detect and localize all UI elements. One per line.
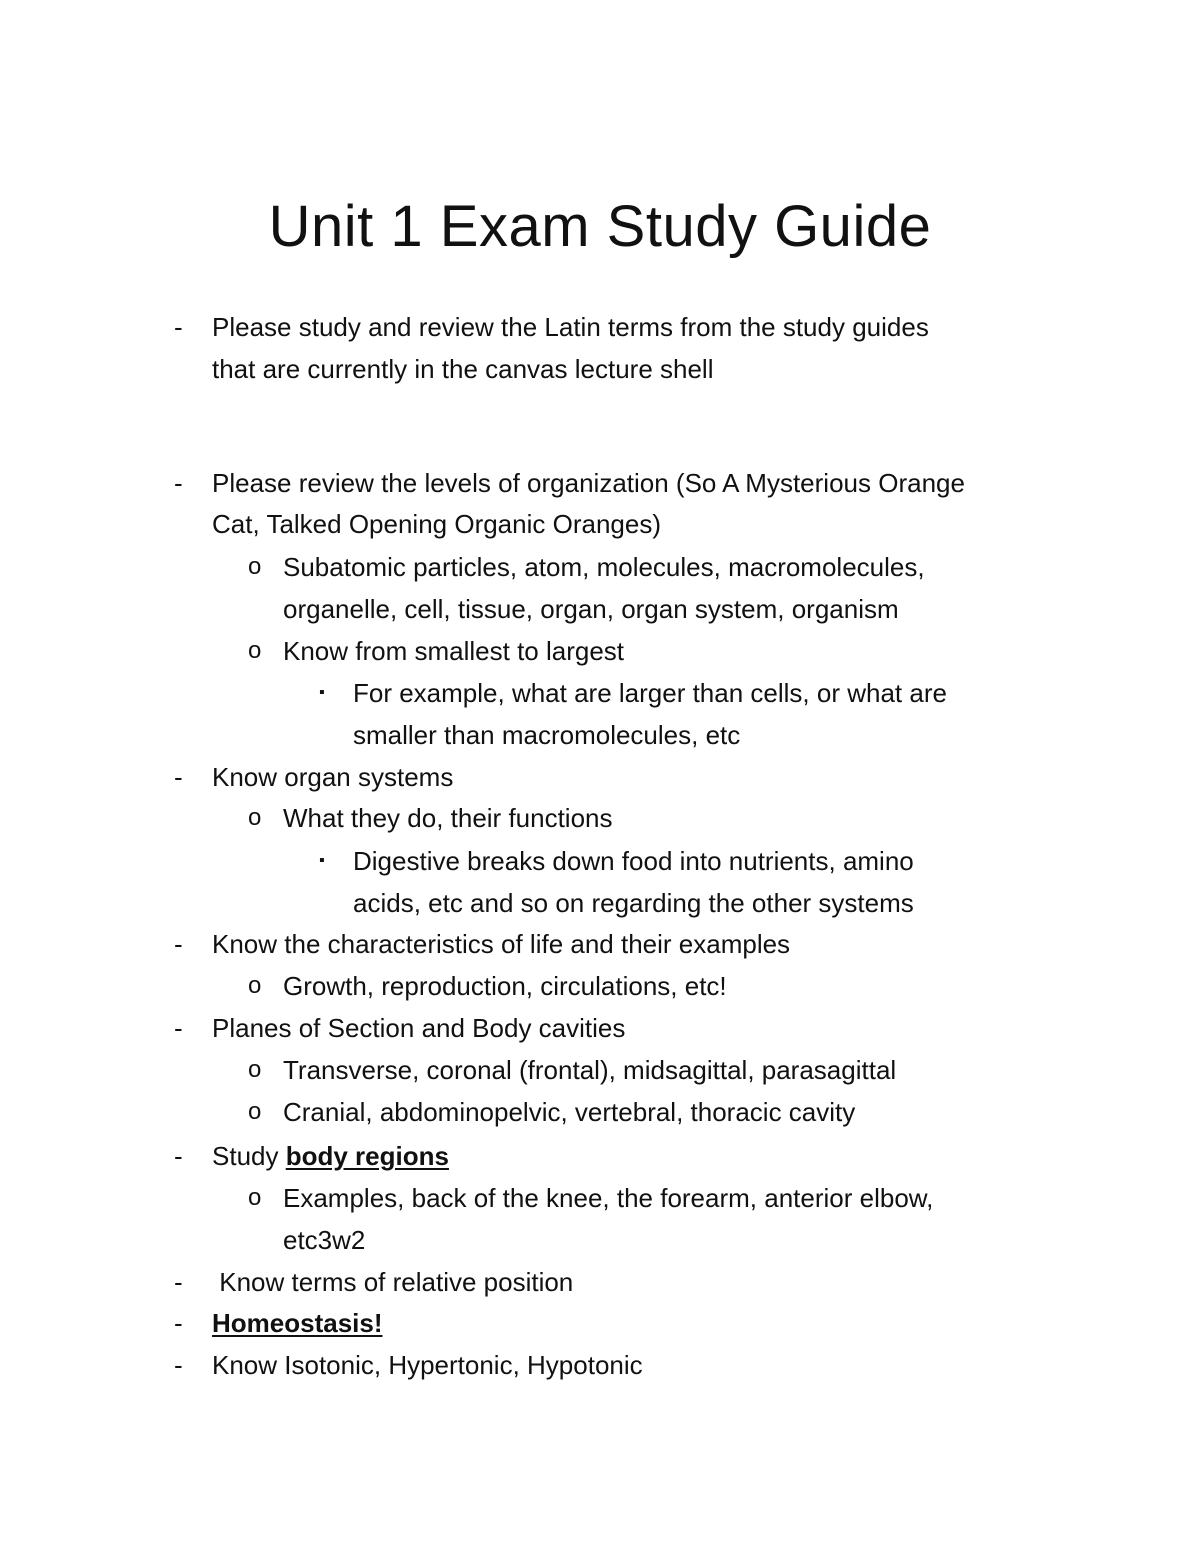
dash-bullet: - (174, 1141, 183, 1171)
dash-bullet: - (174, 929, 183, 959)
square-bullet: ▪ (319, 852, 325, 869)
list-item-text: Subatomic particles, atom, molecules, macromolecules, (283, 552, 925, 582)
circle-bullet: o (248, 804, 262, 831)
list-item-text: Know from smallest to largest (283, 636, 625, 666)
list-item-text: What they do, their functions (283, 803, 613, 833)
circle-bullet: o (248, 972, 262, 999)
list-item-text: Know Isotonic, Hypertonic, Hypotonic (212, 1350, 643, 1380)
list-item-text: For example, what are larger than cells, or what are (353, 678, 947, 708)
dash-bullet: - (174, 312, 183, 342)
list-item-text: Please review the levels of organization (So A Mysterious Orange (212, 468, 965, 498)
list-item-text: Planes of Section and Body cavities (212, 1013, 626, 1043)
emphasis-body-regions: body regions (285, 1141, 449, 1171)
circle-bullet: o (248, 1056, 262, 1083)
list-item-text: Know organ systems (212, 762, 454, 792)
dash-bullet: - (174, 762, 183, 792)
dash-bullet: - (174, 1350, 183, 1380)
list-item-text: acids, etc and so on regarding the other systems (353, 888, 914, 918)
emphasis-homeostasis: Homeostasis! (212, 1308, 383, 1338)
circle-bullet: o (248, 637, 262, 664)
list-item-text: Cat, Talked Opening Organic Oranges) (212, 509, 661, 539)
circle-bullet: o (248, 553, 262, 580)
list-item-text: that are currently in the canvas lecture shell (212, 354, 714, 384)
list-item-text: Know the characteristics of life and their examples (212, 929, 791, 959)
list-item-text: etc3w2 (283, 1225, 366, 1255)
list-item-text: Please study and review the Latin terms from the study guides (212, 312, 929, 342)
list-item-text: Transverse, coronal (frontal), midsagittal, parasagittal (283, 1055, 897, 1085)
list-item-text: Know terms of relative position (212, 1267, 574, 1297)
dash-bullet: - (174, 1267, 183, 1297)
list-item-text: Cranial, abdominopelvic, vertebral, thoracic cavity (283, 1097, 856, 1127)
list-item-text: smaller than macromolecules, etc (353, 720, 741, 750)
dash-bullet: - (174, 1013, 183, 1043)
square-bullet: ▪ (319, 684, 325, 701)
list-item-text: Examples, back of the knee, the forearm, anterior elbow, (283, 1183, 934, 1213)
list-item-prefix: Study (212, 1141, 286, 1171)
list-item-text (212, 1135, 449, 1177)
list-item-text: Growth, reproduction, circulations, etc! (283, 971, 727, 1001)
dash-bullet: - (174, 1308, 183, 1338)
circle-bullet: o (248, 1184, 262, 1211)
list-item-text: Digestive breaks down food into nutrients, amino (353, 846, 914, 876)
circle-bullet: o (248, 1098, 262, 1125)
list-item-text: organelle, cell, tissue, organ, organ system, organism (283, 594, 899, 624)
dash-bullet: - (174, 468, 183, 498)
page-title: Unit 1 Exam Study Guide (268, 193, 932, 259)
